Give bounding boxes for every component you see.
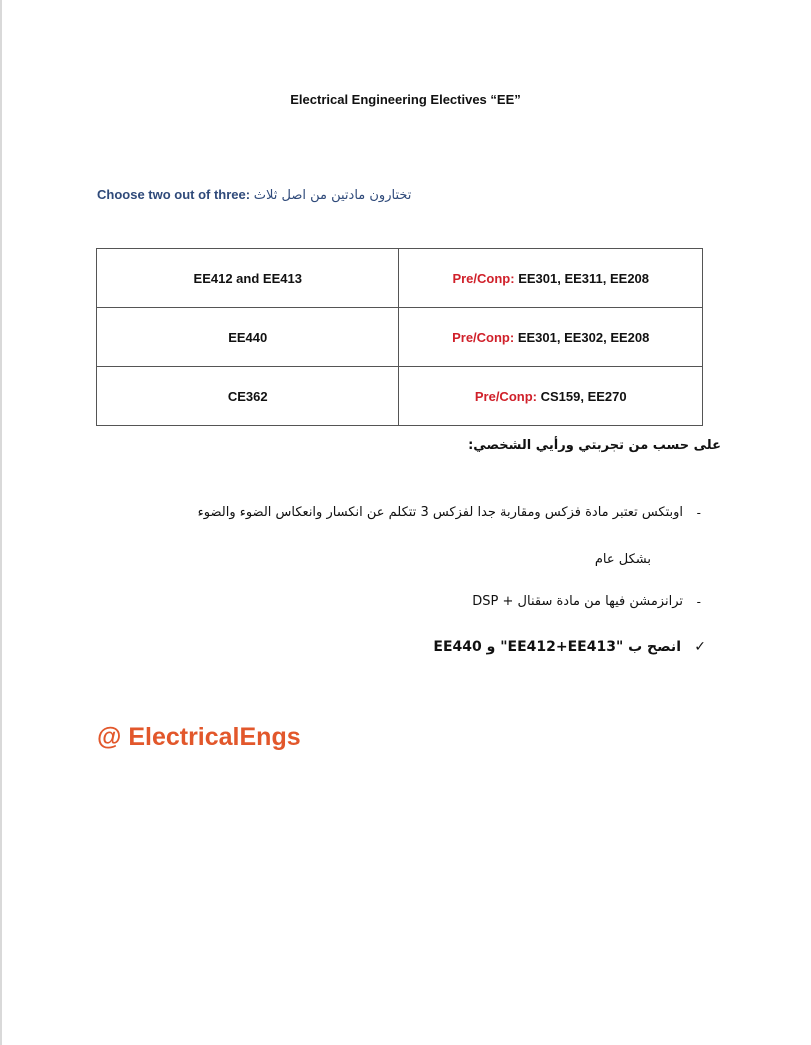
bullet-dash: - <box>696 594 701 609</box>
check-icon: ✓ <box>694 638 706 654</box>
prereq-courses: EE301, EE311, EE208 <box>514 270 650 286</box>
course-code-cell: CE362 <box>97 367 399 426</box>
page-edge <box>0 0 2 1045</box>
table-row <box>97 308 703 367</box>
note-transmission: ترانزمشن فيها من مادة سقنال + DSP <box>472 594 683 609</box>
prereq-courses: CS159, EE270 <box>536 388 627 404</box>
prerequisite-cell <box>399 367 703 426</box>
course-code-cell: EE440 <box>97 308 399 367</box>
choose-label-arabic: تختارون مادتين من اصل ثلاث <box>253 188 412 203</box>
author-handle: @ ElectricalEngs <box>97 723 301 751</box>
table-row <box>97 249 703 308</box>
choose-instruction <box>97 187 411 203</box>
prereq-label: Pre/Conp: <box>452 329 515 345</box>
electives-table <box>96 248 703 426</box>
document-title: Electrical Engineering Electives “EE” <box>290 92 521 107</box>
choose-label: Choose two out of three: <box>97 187 251 202</box>
prereq-label: Pre/Conp: <box>474 388 537 404</box>
prereq-label: Pre/Conp: <box>452 270 515 286</box>
prereq-courses: EE301, EE302, EE208 <box>514 329 650 345</box>
note-optics: اوبتكس تعتبر مادة فزكس ومقاربة جدا لفزكس 3 تتكلم عن انكسار وانعكاس الضوء والضوء <box>197 505 683 520</box>
bullet-dash: - <box>696 505 701 520</box>
prerequisite-cell <box>399 308 703 367</box>
prerequisite-cell <box>399 249 703 308</box>
note-optics-continued: بشكل عام <box>594 552 651 567</box>
table-row <box>97 367 703 426</box>
recommendation: انصح ب "EE412+EE413" و EE440 <box>433 639 681 655</box>
opinion-heading: على حسب من تجربتي ورأيي الشخصي: <box>468 438 721 453</box>
course-code-cell: EE412 and EE413 <box>97 249 399 308</box>
